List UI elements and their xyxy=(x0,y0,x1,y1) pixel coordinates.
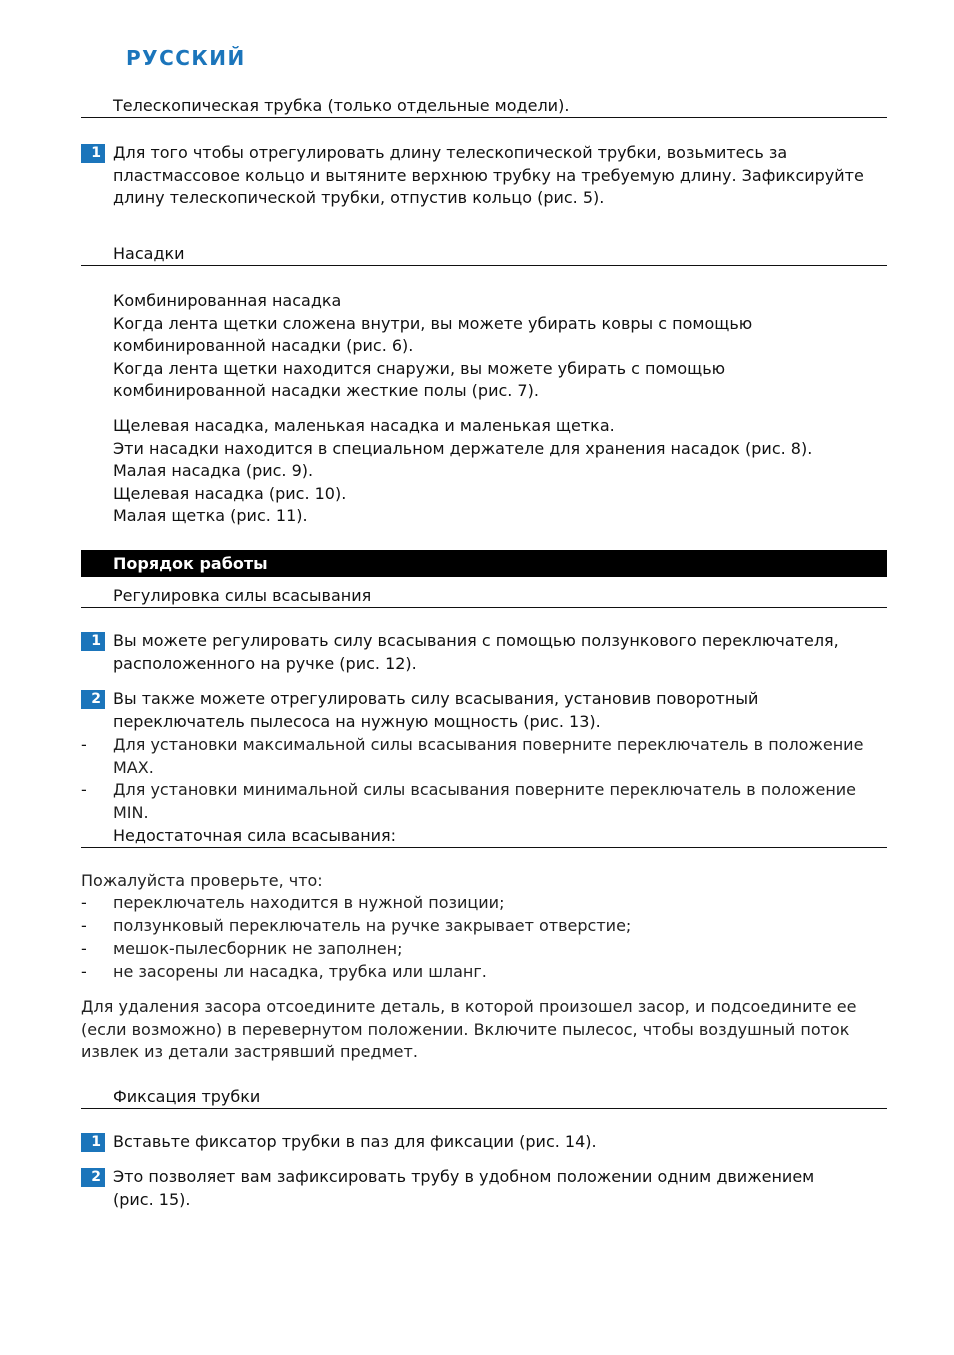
small-nozzles-text: Щелевая насадка, маленькая насадка и маленькая щетка. Эти насадки находится в специальном держателе для хранения насадок (рис. 8). Малая насадка (рис. 9). Щелевая насадка (рис. 10). Малая щетка (рис. 11). xyxy=(113,416,813,525)
step-text: Для того чтобы отрегулировать длину телескопической трубки, возьмитесь за пластмассовое кольцо и вытяните верхнюю трубку на требуемую длину. Зафиксируйте длину телескопической трубки, отпустив кольцо (рис. 5). xyxy=(113,143,864,207)
list-dash: - xyxy=(81,780,87,799)
combo-nozzle-text: Комбинированная насадка Когда лента щетки сложена внутри, вы можете убирать ковры с помощью комбинированной насадки (рис. 6). Когда лента щетки находится снаружи, вы можете убирать с помощью комбинированной насадки жесткие полы (рис. 7). xyxy=(113,291,753,400)
step-text: Вы также можете отрегулировать силу всасывания, установив поворотный переключатель пылесоса на нужную мощность (рис. 13). xyxy=(113,689,759,731)
list-item: Для установки максимальной силы всасывания поверните переключатель в положение MAX. xyxy=(113,735,864,777)
list-dash: - xyxy=(81,735,87,754)
subsection-title-insufficient: Недостаточная сила всасывания: xyxy=(81,825,887,848)
subsection-title-fixing: Фиксация трубки xyxy=(81,1086,887,1109)
section-heading-operation: Порядок работы xyxy=(81,550,887,577)
list-item: переключатель находится в нужной позиции; xyxy=(113,893,505,912)
check-intro: Пожалуйста проверьте, что: xyxy=(81,871,323,890)
subsection-title-telescopic: Телескопическая трубка (только отдельные модели). xyxy=(81,95,887,118)
step-number: 2 xyxy=(81,690,105,709)
list-dash: - xyxy=(81,916,87,935)
subsection-title-suction: Регулировка силы всасывания xyxy=(81,585,887,608)
language-heading: РУССКИЙ xyxy=(126,46,246,70)
step-number: 1 xyxy=(81,1133,105,1152)
step-number: 1 xyxy=(81,144,105,163)
list-item: мешок-пылесборник не заполнен; xyxy=(113,939,403,958)
step-number: 1 xyxy=(81,632,105,651)
list-dash: - xyxy=(81,893,87,912)
list-item: ползунковый переключатель на ручке закрывает отверстие; xyxy=(113,916,632,935)
list-item: не засорены ли насадка, трубка или шланг. xyxy=(113,962,487,981)
list-item: Для установки минимальной силы всасывания поверните переключатель в положение MIN. xyxy=(113,780,857,822)
subsection-title-attachments: Насадки xyxy=(81,243,887,266)
step-text: Вставьте фиксатор трубки в паз для фиксации (рис. 14). xyxy=(113,1132,597,1151)
step-number: 2 xyxy=(81,1168,105,1187)
list-dash: - xyxy=(81,939,87,958)
step-text: Вы можете регулировать силу всасывания с помощью ползункового переключателя, расположенного на ручке (рис. 12). xyxy=(113,631,839,673)
step-text: Это позволяет вам зафиксировать трубу в удобном положении одним движением (рис. 15). xyxy=(113,1167,815,1209)
clog-note: Для удаления засора отсоедините деталь, в которой произошел засор, и подсоедините ее (если возможно) в перевернутом положении. Включите пылесос, чтобы воздушный поток извлек из детали застрявший предмет. xyxy=(81,997,857,1061)
list-dash: - xyxy=(81,962,87,981)
